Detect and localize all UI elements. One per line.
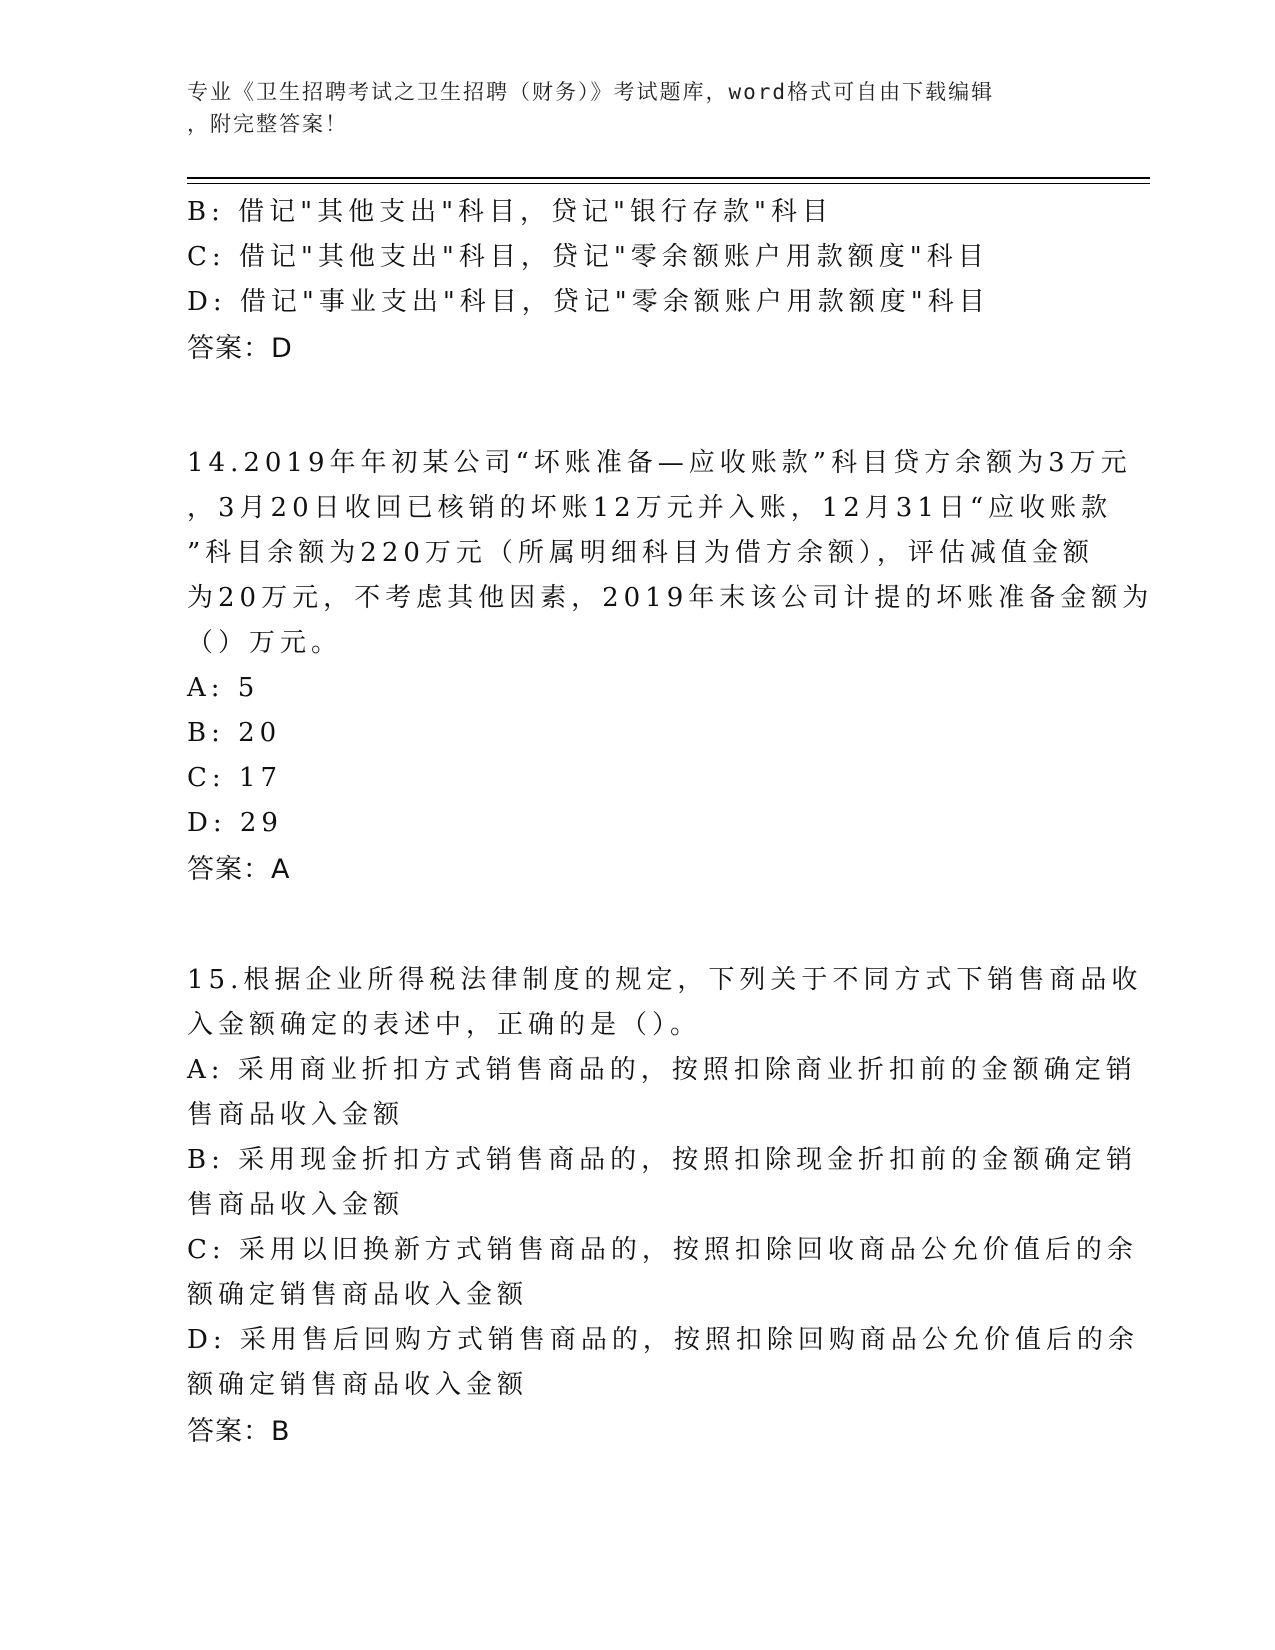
q14-stem-line: ”科目余额为220万元（所属明细科目为借方余额），评估减值金额 bbox=[187, 538, 1094, 568]
q15-option-d: 额确定销售商品收入金额 bbox=[187, 1370, 529, 1400]
document-body bbox=[187, 190, 1154, 1456]
q14-answer: 答案：A bbox=[187, 854, 291, 885]
q13-answer: 答案：D bbox=[187, 333, 293, 364]
q15-option-a: A: 采用商业折扣方式销售商品的，按照扣除商业折扣前的金额确定销 bbox=[187, 1055, 1137, 1085]
q15-option-c: 额确定销售商品收入金额 bbox=[187, 1280, 529, 1310]
q15-stem-line: 15.根据企业所得税法律制度的规定，下列关于不同方式下销售商品收 bbox=[187, 965, 1143, 995]
q14-option-d: D: 29 bbox=[187, 808, 283, 838]
q14-stem-line: 14.2019年年初某公司“坏账准备—应收账款”科目贷方余额为3万元 bbox=[187, 448, 1132, 478]
header-rule-thin bbox=[187, 183, 1150, 184]
spacer bbox=[187, 373, 1087, 441]
q15-option-a: 售商品收入金额 bbox=[187, 1100, 405, 1130]
q13-option-c: C: 借记"其他支出"科目，贷记"零余额账户用款额度"科目 bbox=[187, 242, 989, 272]
q15-option-b: 售商品收入金额 bbox=[187, 1190, 405, 1220]
question-14 bbox=[187, 441, 1154, 894]
q14-stem-line: 为20万元，不考虑其他因素，2019年末该公司计提的坏账准备金额为 bbox=[187, 583, 1154, 613]
spacer bbox=[187, 894, 1087, 958]
header-line-1: 专业《卫生招聘考试之卫生招聘（财务）》考试题库，word格式可自由下载编辑 bbox=[187, 80, 995, 104]
q15-stem-line: 入金额确定的表述中，正确的是（）。 bbox=[187, 1010, 702, 1040]
document-header bbox=[187, 76, 1087, 140]
header-line-2: ，附完整答案！ bbox=[187, 112, 348, 136]
q14-stem-line: （）万元。 bbox=[187, 628, 343, 658]
q15-answer: 答案：B bbox=[187, 1416, 291, 1447]
q14-option-a: A: 5 bbox=[187, 673, 260, 703]
q15-option-b: B: 采用现金折扣方式销售商品的，按照扣除现金折扣前的金额确定销 bbox=[187, 1145, 1138, 1175]
q14-option-c: C: 17 bbox=[187, 763, 283, 793]
q14-stem-line: ，3月20日收回已核销的坏账12万元并入账，12月31日“应收账款 bbox=[187, 493, 1113, 523]
q13-option-b: B: 借记"其他支出"科目，贷记"银行存款"科目 bbox=[187, 197, 833, 227]
question-13 bbox=[187, 190, 1087, 373]
q15-option-d: D: 采用售后回购方式销售商品的，按照扣除回购商品公允价值后的余 bbox=[187, 1325, 1139, 1355]
header-rule-thick bbox=[187, 177, 1150, 179]
q15-option-c: C: 采用以旧换新方式销售商品的，按照扣除回收商品公允价值后的余 bbox=[187, 1235, 1138, 1265]
q13-option-d: D: 借记"事业支出"科目，贷记"零余额账户用款额度"科目 bbox=[187, 287, 990, 317]
q14-option-b: B: 20 bbox=[187, 718, 282, 748]
question-15 bbox=[187, 958, 1143, 1456]
